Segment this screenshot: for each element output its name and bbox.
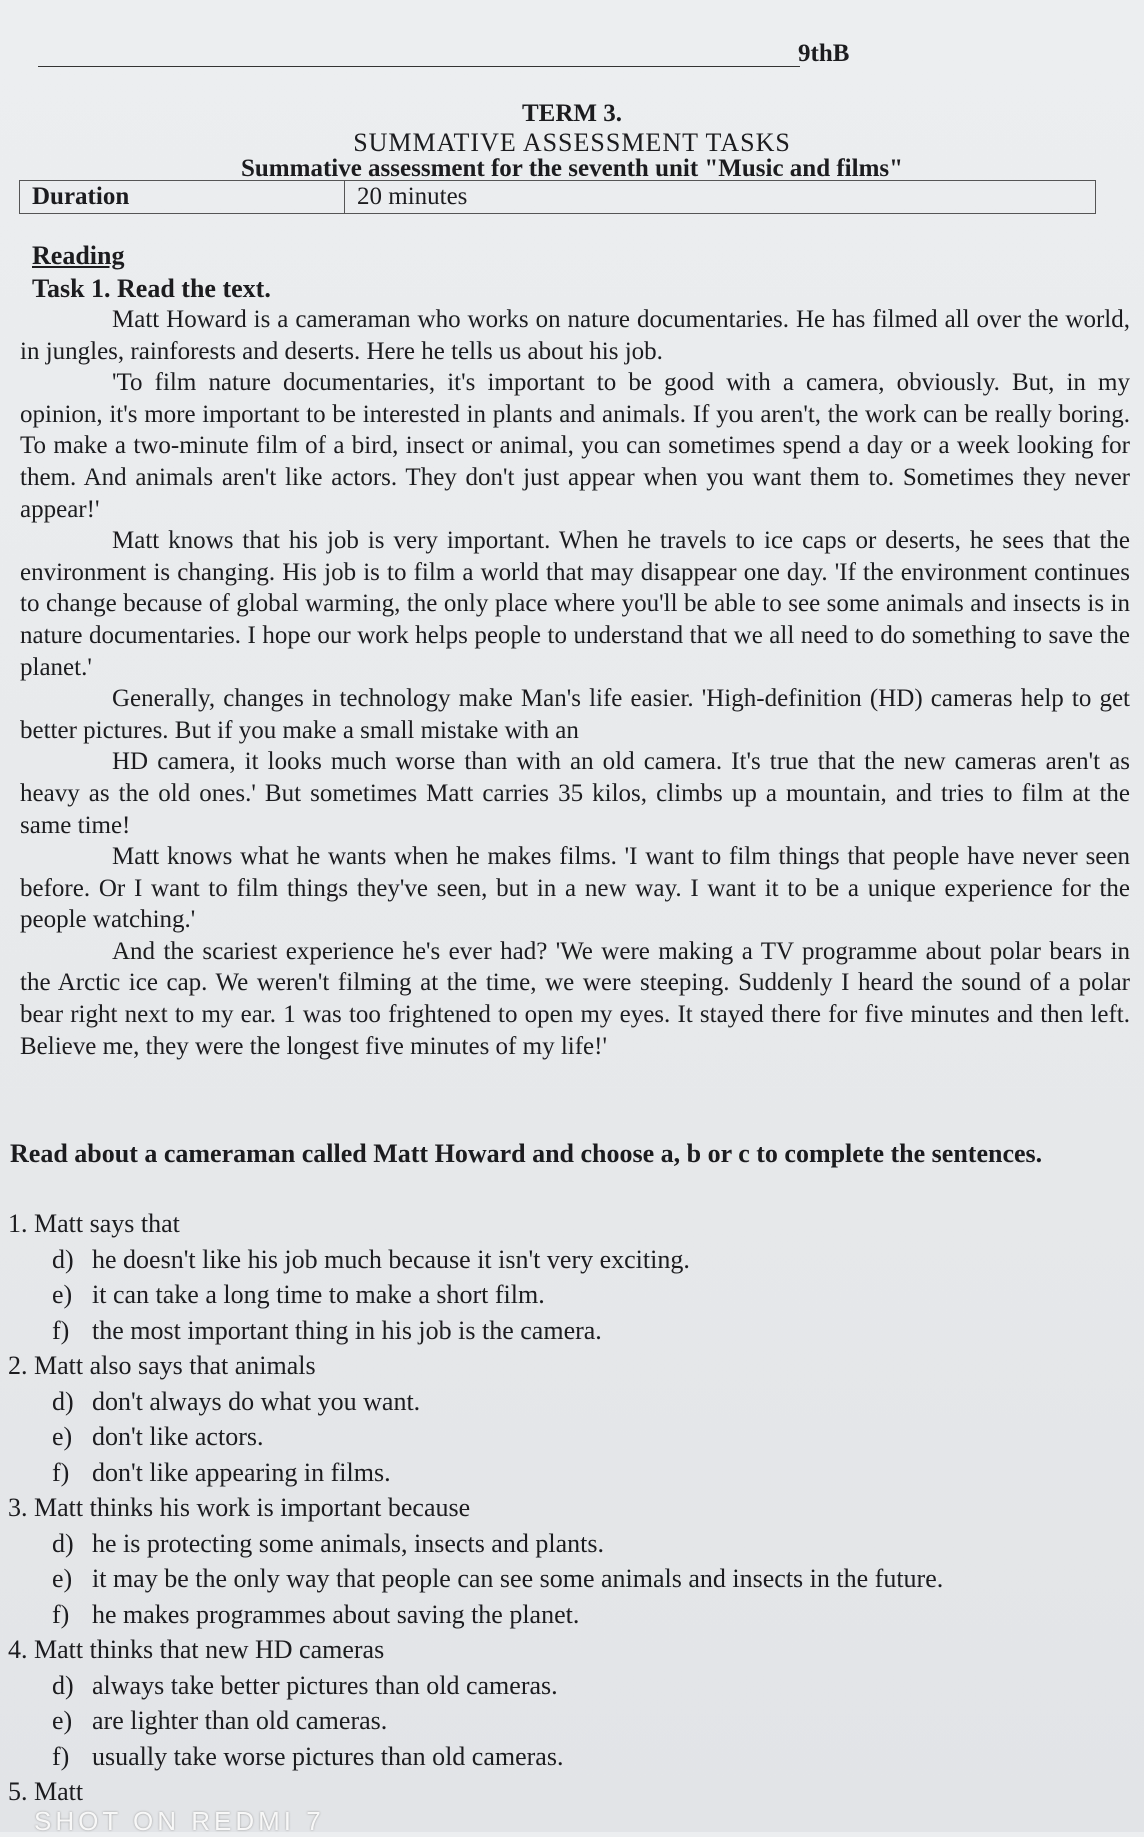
question-stem: 4. Matt thinks that new HD cameras [8,1635,385,1664]
answer-option [52,1313,1140,1349]
paragraph: Matt knows that his job is very important. When he travels to ice caps or deserts, he sees that the environment is changing. His job is to film a world that may disappear one day. 'If the environment continues to change because of global warming, the only place where you'll be able to see some animals and insects is in nature documentaries. I hope our work helps people to understand that we all need to do something to save the planet.' [20,527,1130,681]
option-letter: f) [52,1457,70,1487]
option-text: he makes programmes about saving the planet. [92,1599,580,1629]
option-text: he is protecting some animals, insects and plants. [92,1528,604,1558]
question-stem: 1. Matt says that [8,1209,180,1238]
paragraph: Generally, changes in technology make Man's life easier. 'High-definition (HD) cameras help to get better pictures. But if you make a small mistake with an [20,685,1130,744]
option-letter: d) [52,1386,74,1416]
option-text: don't always do what you want. [92,1386,421,1416]
section-heading-reading: Reading [32,241,125,270]
question-stem: 5. Matt [8,1777,84,1806]
task-heading: Task 1. Read the text. [32,274,271,303]
answer-option [52,1384,1140,1420]
option-text: are lighter than old cameras. [92,1706,388,1735]
duration-label: Duration [20,181,345,214]
option-text: the most important thing in his job is the camera. [92,1315,602,1345]
camera-watermark: SHOT ON REDMI 7 [34,1806,325,1836]
option-letter: d) [52,1244,74,1274]
option-letter: f) [52,1599,70,1629]
paragraph: And the scariest experience he's ever had? 'We were making a TV programme about polar bears in the Arctic ice cap. We weren't filming at the time, we were steeping. Suddenly I heard the sound of a polar bear right next to my ear. 1 was too frightened to open my eyes. It stayed there for five minutes and then left. Believe me, they were the longest five minutes of my life!' [20,937,1130,1060]
paragraph: 'To film nature documentaries, it's important to be good with a camera, obviously. But, in my opinion, it's more important to be interested in plants and animals. If you aren't, the work can be really boring. To make a two-minute film of a bird, insect or animal, you can sometimes spend a day or a week looking for them. And animals aren't like actors. They don't just appear when you want them to. Sometimes they never appear!' [20,369,1130,523]
option-text: it can take a long time to make a short film. [92,1280,545,1309]
name-line [38,66,800,67]
option-text: don't like appearing in films. [92,1457,391,1487]
option-letter: d) [52,1528,74,1558]
duration-value: 20 minutes [345,181,1096,214]
answer-option [52,1703,1140,1739]
question-stem: 3. Matt thinks his work is important because [8,1493,471,1522]
answer-option [52,1526,1140,1562]
option-letter: d) [52,1670,74,1700]
duration-table [19,180,1096,214]
paragraph: Matt Howard is a cameraman who works on nature documentaries. He has filmed all over the world, in jungles, rainforests and deserts. Here he tells us about his job. [20,306,1130,365]
answer-option [52,1561,1140,1597]
option-text: he doesn't like his job much because it isn't very exciting. [92,1244,690,1274]
question-stem: 2. Matt also says that animals [8,1351,316,1380]
term-heading: TERM 3. [522,100,622,127]
option-text: usually take worse pictures than old cameras. [92,1741,564,1771]
answer-option [52,1277,1140,1313]
option-letter: e) [52,1564,73,1593]
option-letter: e) [52,1706,73,1735]
answer-option [52,1739,1140,1775]
paragraph: Matt knows what he wants when he makes films. 'I want to film things that people have never seen before. Or I want to film things they've seen, but in a new way. I want it to be a unique experience for the people watching.' [20,843,1130,934]
class-label: 9thB [798,40,850,67]
answer-option [52,1242,1140,1278]
option-text: don't like actors. [92,1422,264,1451]
page-title: SUMMATIVE ASSESSMENT TASKS [353,128,791,157]
option-letter: e) [52,1422,73,1451]
answer-option [52,1455,1140,1491]
option-letter: e) [52,1280,73,1309]
answer-option [52,1597,1140,1633]
instructions: Read about a cameraman called Matt Howard and choose a, b or c to complete the sentences. [10,1139,1043,1168]
answer-option [52,1419,1140,1455]
reading-text [20,304,1130,1062]
answer-option [52,1668,1140,1704]
paragraph: HD camera, it looks much worse than with an old camera. It's true that the new cameras aren't as heavy as the old ones.' But sometimes Matt carries 35 kilos, climbs up a mountain, and tries to film at the same time! [20,748,1130,839]
option-letter: f) [52,1741,70,1771]
page-subtitle: Summative assessment for the seventh unit "Music and films" [240,155,904,182]
option-text: it may be the only way that people can see some animals and insects in the future. [92,1564,944,1593]
option-text: always take better pictures than old cameras. [92,1670,558,1700]
question-list [0,1206,1140,1810]
option-letter: f) [52,1315,70,1345]
